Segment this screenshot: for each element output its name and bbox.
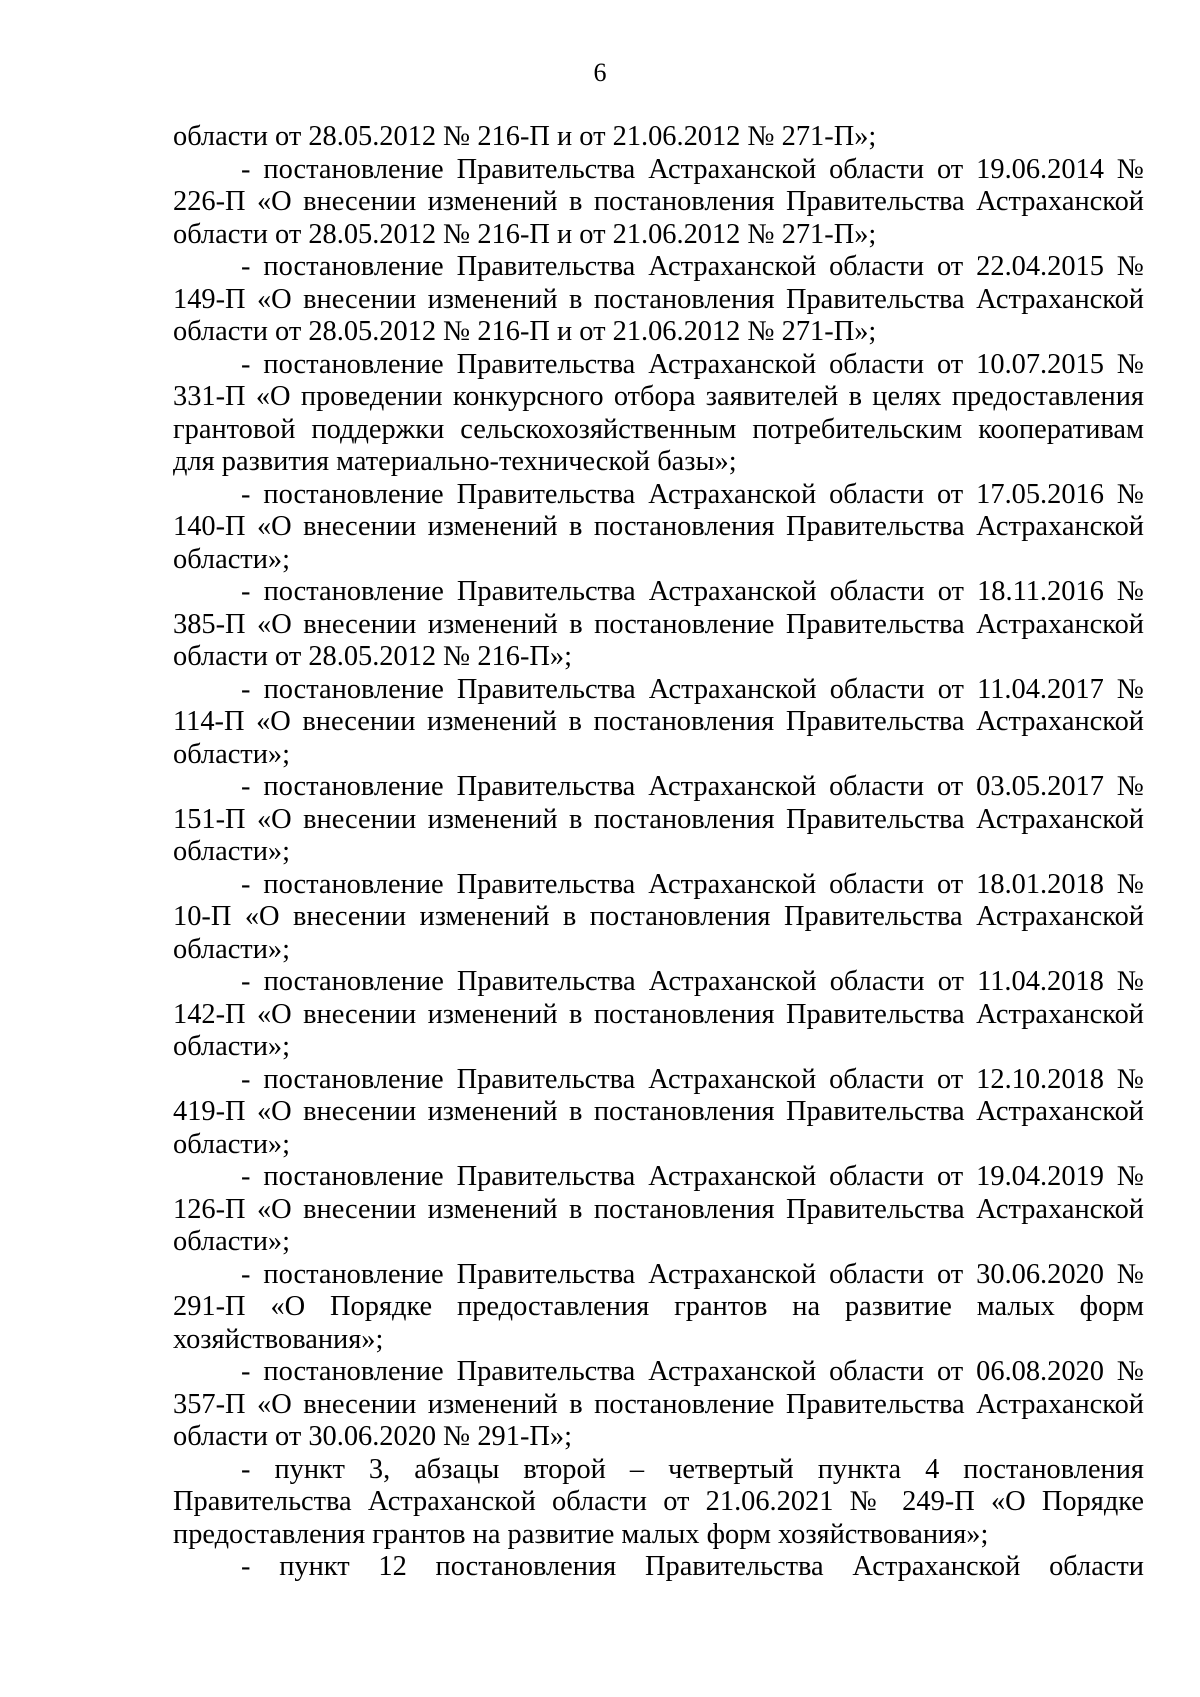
list-item-resolution: - постановление Правительства Астраханской области от 17.05.2016 № 140-П «О внесении изменений в постановления Правительства Астраханской области»; (173, 478, 1144, 575)
page-number: 6 (593, 58, 607, 87)
list-item-resolution: - постановление Правительства Астраханской области от 12.10.2018 № 419-П «О внесении изменений в постановления Правительства Астраханской области»; (173, 1063, 1144, 1160)
list-item-resolution: - постановление Правительства Астраханской области от 11.04.2017 № 114-П «О внесении изменений в постановления Правительства Астраханской области»; (173, 673, 1144, 770)
list-item-resolution: - постановление Правительства Астраханской области от 18.11.2016 № 385-П «О внесении изменений в постановление Правительства Астраханской области от 28.05.2012 № 216-П»; (173, 576, 1144, 672)
list-item-resolution: - постановление Правительства Астраханской области от 11.04.2018 № 142-П «О внесении изменений в постановления Правительства Астраханской области»; (173, 966, 1144, 1062)
list-item-resolution: - постановление Правительства Астраханской области от 03.05.2017 № 151-П «О внесении изменений в постановления Правительства Астраханской области»; (173, 771, 1144, 867)
document-body (173, 121, 1144, 1584)
list-item-resolution: - постановление Правительства Астраханской области от 30.06.2020 № 291-П «О Порядке предоставления грантов на развитие малых форм хозяйствования»; (173, 1258, 1144, 1355)
list-item-resolution: - постановление Правительства Астраханской области от 10.07.2015 № 331-П «О проведении конкурсного отбора заявителей в целях предоставления грантовой поддержки сельскохозяйственным потребительским кооперативам для развития материально-технической базы»; (173, 348, 1144, 477)
paragraph-continuation: области от 28.05.2012 № 216-П и от 21.06.2012 № 271-П»; (173, 121, 877, 152)
list-item-resolution: - пункт 12 постановления Правительства Астраханской области (241, 1551, 1144, 1582)
list-item-resolution: - постановление Правительства Астраханской области от 18.01.2018 № 10-П «О внесении изменений в постановления Правительства Астраханской области»; (173, 868, 1144, 965)
list-item-resolution: - пункт 3, абзацы второй – четвертый пункта 4 постановления Правительства Астраханской области от 21.06.2021 № 249-П «О Порядке предоставления грантов на развитие малых форм хозяйствования»; (173, 1453, 1144, 1550)
list-item-resolution: - постановление Правительства Астраханской области от 06.08.2020 № 357-П «О внесении изменений в постановление Правительства Астраханской области от 30.06.2020 № 291-П»; (173, 1356, 1144, 1452)
list-item-resolution: - постановление Правительства Астраханской области от 19.04.2019 № 126-П «О внесении изменений в постановления Правительства Астраханской области»; (173, 1161, 1144, 1257)
list-item-resolution: - постановление Правительства Астраханской области от 19.06.2014 № 226-П «О внесении изменений в постановления Правительства Астраханской области от 28.05.2012 № 216-П и от 21.06.2012 № 271-П»; (173, 153, 1144, 250)
list-item-resolution: - постановление Правительства Астраханской области от 22.04.2015 № 149-П «О внесении изменений в постановления Правительства Астраханской области от 28.05.2012 № 216-П и от 21.06.2012 № 271-П»; (173, 251, 1144, 347)
